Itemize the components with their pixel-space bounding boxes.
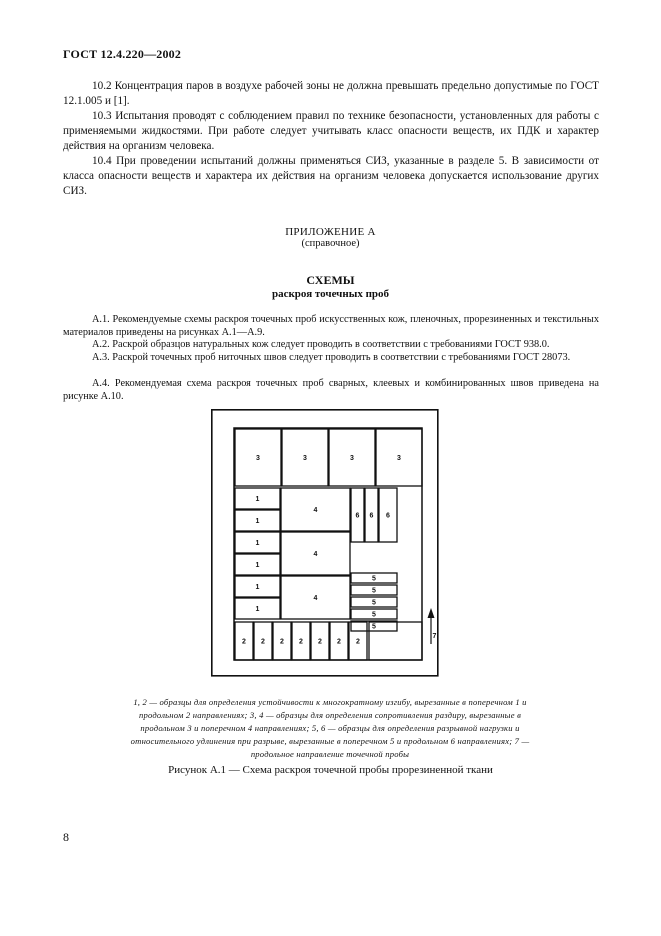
specimen-label-row2: 2 [280,638,284,646]
figure-caption: Рисунок А.1 — Схема раскроя точечной пробы прорезиненной ткани [168,764,493,776]
paragraph-a2: А.2. Раскрой образцов натуральных кож следует проводить в соответствии с требованиями ГОСТ 938.0. [92,339,550,350]
specimen-label-row3: 3 [397,455,401,462]
arrow-label: 7 [432,633,437,640]
appendix-subtitle: (справочное) [301,238,360,249]
paragraph-10-4: 10.4 При проведении испытаний должны применяться СИЗ, указанные в разделе 5. В зависимости от класса опасности веществ и характера их действия на организм человека допускается использование других СИЗ. [63,155,599,197]
specimen-label-col5: 5 [372,587,376,595]
specimen-label-col1: 1 [255,606,260,613]
specimen-label-col5: 5 [372,575,376,583]
paragraph-10-3: 10.3 Испытания проводят с соблюдением правил по технике безопасности, установленных для работы с применяемыми жидкостями. При работе следует учитывать класс опасности веществ, их ПДК и характер действия на организм человека. [63,110,599,152]
specimen-label-row2: 2 [261,638,265,646]
specimen-label-col4: 4 [313,551,318,558]
specimen-label-row2: 2 [337,638,341,646]
specimen-label-col1: 1 [255,518,260,525]
outer-border [212,410,438,676]
specimen-label-row2: 2 [318,638,322,646]
specimen-label-col5: 5 [372,623,376,631]
specimen-label-col1: 1 [255,584,260,591]
specimen-label-col1: 1 [255,540,260,547]
specimen-label-col6: 6 [355,512,360,520]
specimen-label-col5: 5 [372,611,376,619]
appendix-title: ПРИЛОЖЕНИЕ А [285,226,376,238]
paragraph-10-2: 10.2 Концентрация паров в воздухе рабочей зоны не должна превышать предельно допустимые по ГОСТ 12.1.005 и [1]. [63,80,599,107]
specimen-label-row2: 2 [356,638,360,646]
specimen-label-col5: 5 [372,599,376,607]
specimen-label-col1: 1 [255,562,260,569]
specimen-label-row3: 3 [303,455,307,462]
document-code-header: ГОСТ 12.4.220—2002 [63,47,182,61]
spare-strip [369,622,422,660]
section-subtitle: раскроя точечных проб [271,288,390,300]
specimen-label-row3: 3 [350,455,354,462]
specimen-label-col1: 1 [255,496,260,503]
page-number: 8 [63,830,69,844]
paragraph-a1: А.1. Рекомендуемые схемы раскроя точечных проб искусственных кож, пленочных, прорезиненных и текстильных материалов приведены на рисунках А.1—А.9. [63,314,599,339]
specimen-label-row3: 3 [256,455,260,462]
figure-legend: 1, 2 — образцы для определения устойчивости к многократному изгибу, вырезанные в поперечном 1 и продольном 2 направлениях; 3, 4 — образцы для определения сопротивления раздиру, вырезанные в продольном 3 и поперечном 4 направлениях; 5, 6 — образцы для определения разрывной нагрузки и относительного удлинения при разрыве, вырезанные в поперечном 5 и продольном 6 направлениях; 7 — продольное направление точечной пробы [130,697,530,759]
section-title: СХЕМЫ [306,273,355,287]
paragraph-a3: А.3. Раскрой точечных проб ниточных швов следует проводить в соответствии с требованиями ГОСТ 28073. [92,352,571,363]
direction-arrow [428,608,437,644]
specimen-label-col4: 4 [313,595,318,602]
cutting-scheme-diagram [211,409,439,677]
specimen-label-row2: 2 [242,638,246,646]
paragraph-a4: А.4. Рекомендуемая схема раскроя точечных проб сварных, клеевых и комбинированных швов приведена на рисунке А.10. [63,378,599,403]
specimen-label-col4: 4 [313,507,318,514]
specimen-label-col6: 6 [386,512,390,520]
specimen-label-col6: 6 [369,512,374,520]
specimen-label-row2: 2 [299,638,303,646]
